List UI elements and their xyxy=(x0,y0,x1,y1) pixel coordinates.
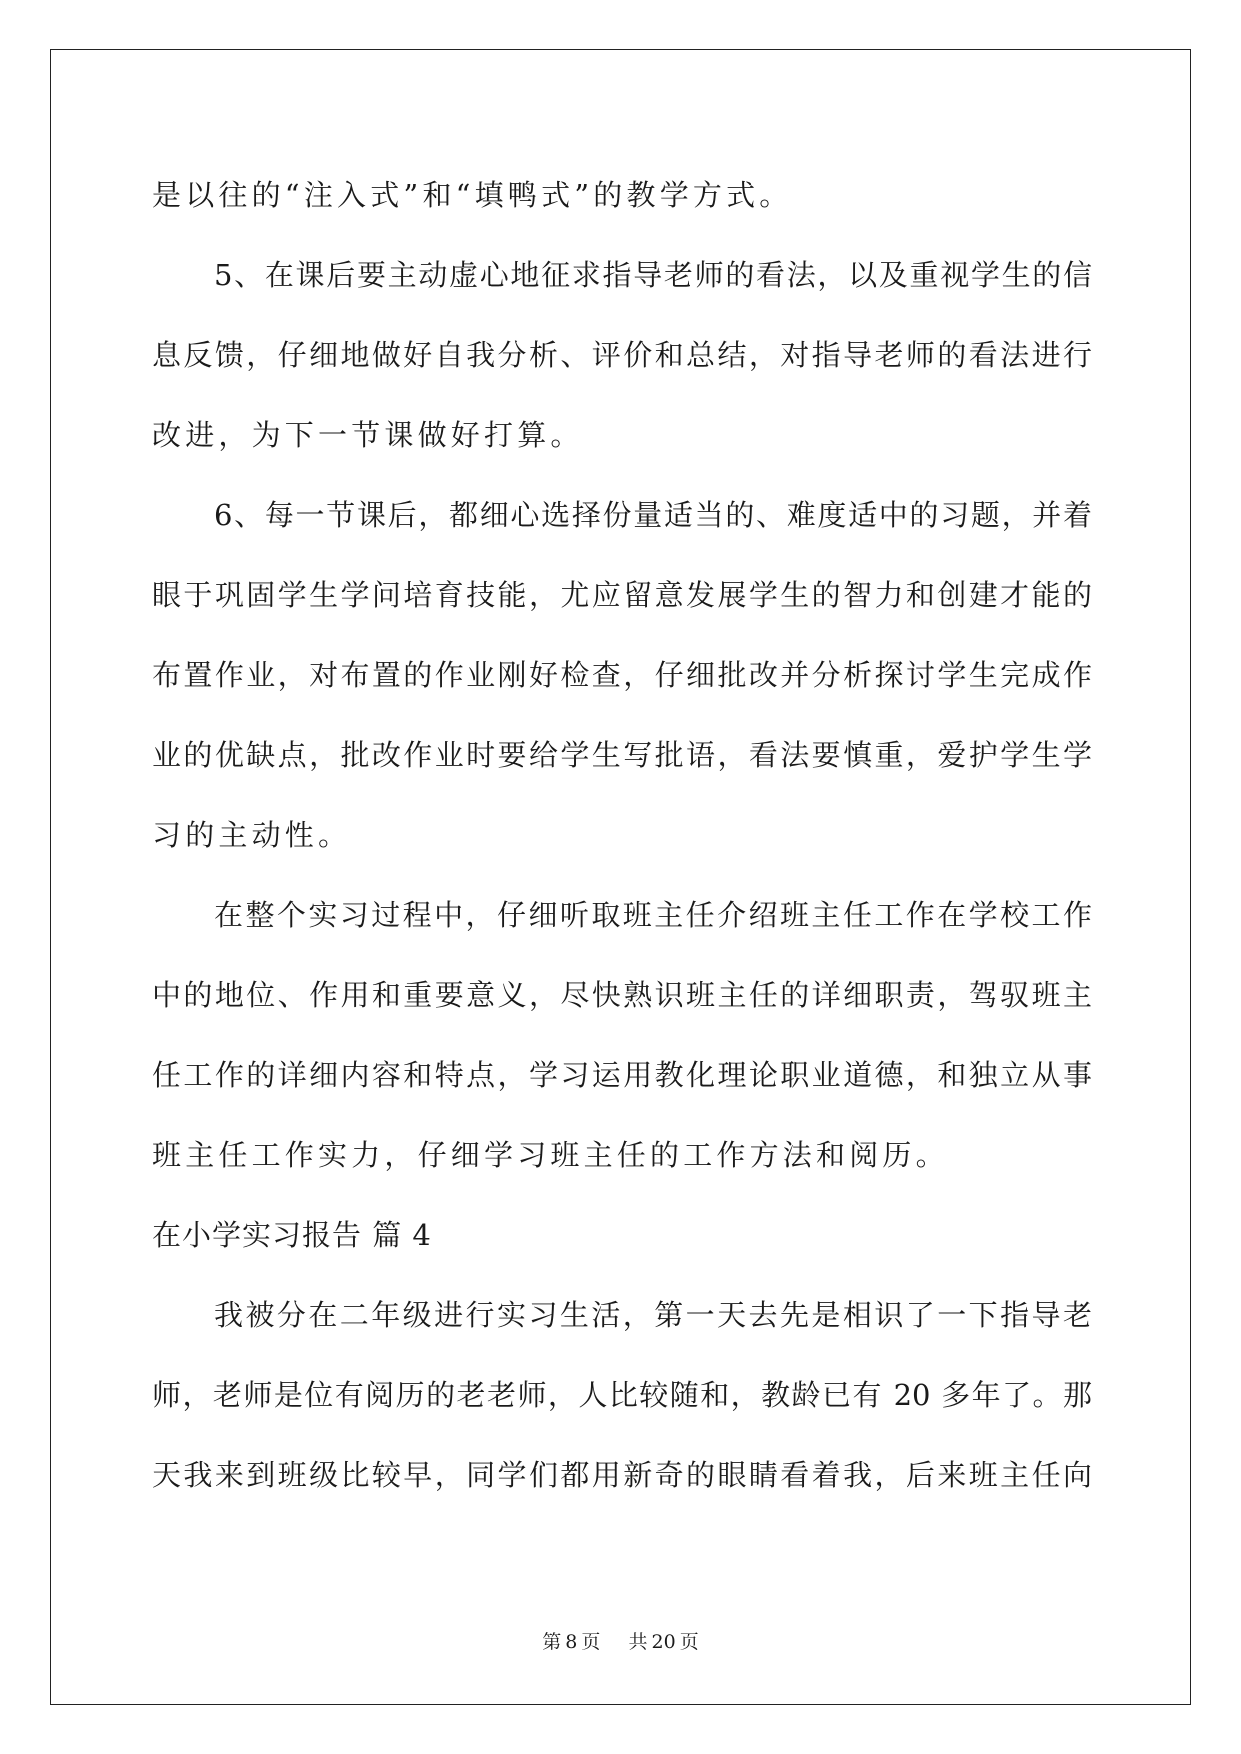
page-number: 8 xyxy=(565,1631,578,1653)
total-pages: 20 xyxy=(651,1631,676,1653)
text-line: 息反馈，仔细地做好自我分析、评价和总结，对指导老师的看法进行 xyxy=(152,338,1092,372)
text-line: 我被分在二年级进行实习生活，第一天去先是相识了一下指导老 xyxy=(214,1298,1092,1332)
text-line: 在整个实习过程中，仔细听取班主任介绍班主任工作在学校工作 xyxy=(214,898,1092,932)
text-line: 班主任工作实力，仔细学习班主任的工作方法和阅历。 xyxy=(152,1138,949,1172)
text-line: 业的优缺点，批改作业时要给学生写批语，看法要慎重，爱护学生学 xyxy=(152,738,1092,772)
page-unit: 页 xyxy=(581,1631,601,1653)
text-line: 习的主动性。 xyxy=(152,818,352,852)
text-line: 改进，为下一节课做好打算。 xyxy=(152,418,584,452)
total-label: 共 xyxy=(628,1631,648,1653)
text-line: 6、每一节课后，都细心选择份量适当的、难度适中的习题，并着 xyxy=(214,498,1092,532)
page-label: 第 xyxy=(542,1631,562,1653)
document-body xyxy=(152,155,1092,1515)
text-line: 是以往的“注入式”和“填鸭式”的教学方式。 xyxy=(152,178,793,212)
text-line: 中的地位、作用和重要意义，尽快熟识班主任的详细职责，驾驭班主 xyxy=(152,978,1092,1012)
section-heading: 在小学实习报告 篇 4 xyxy=(152,1218,432,1252)
text-line: 眼于巩固学生学问培育技能，尤应留意发展学生的智力和创建才能的 xyxy=(152,578,1092,612)
text-line: 布置作业，对布置的作业刚好检查，仔细批改并分析探讨学生完成作 xyxy=(152,658,1092,692)
text-line: 师，老师是位有阅历的老老师，人比较随和，教龄已有 20 多年了。那 xyxy=(152,1378,1092,1412)
text-line: 任工作的详细内容和特点，学习运用教化理论职业道德，和独立从事 xyxy=(152,1058,1092,1092)
total-unit: 页 xyxy=(679,1631,699,1653)
page-footer xyxy=(0,1630,1241,1654)
text-line: 天我来到班级比较早，同学们都用新奇的眼睛看着我，后来班主任向 xyxy=(152,1458,1092,1492)
text-line: 5、在课后要主动虚心地征求指导老师的看法，以及重视学生的信 xyxy=(214,258,1092,292)
